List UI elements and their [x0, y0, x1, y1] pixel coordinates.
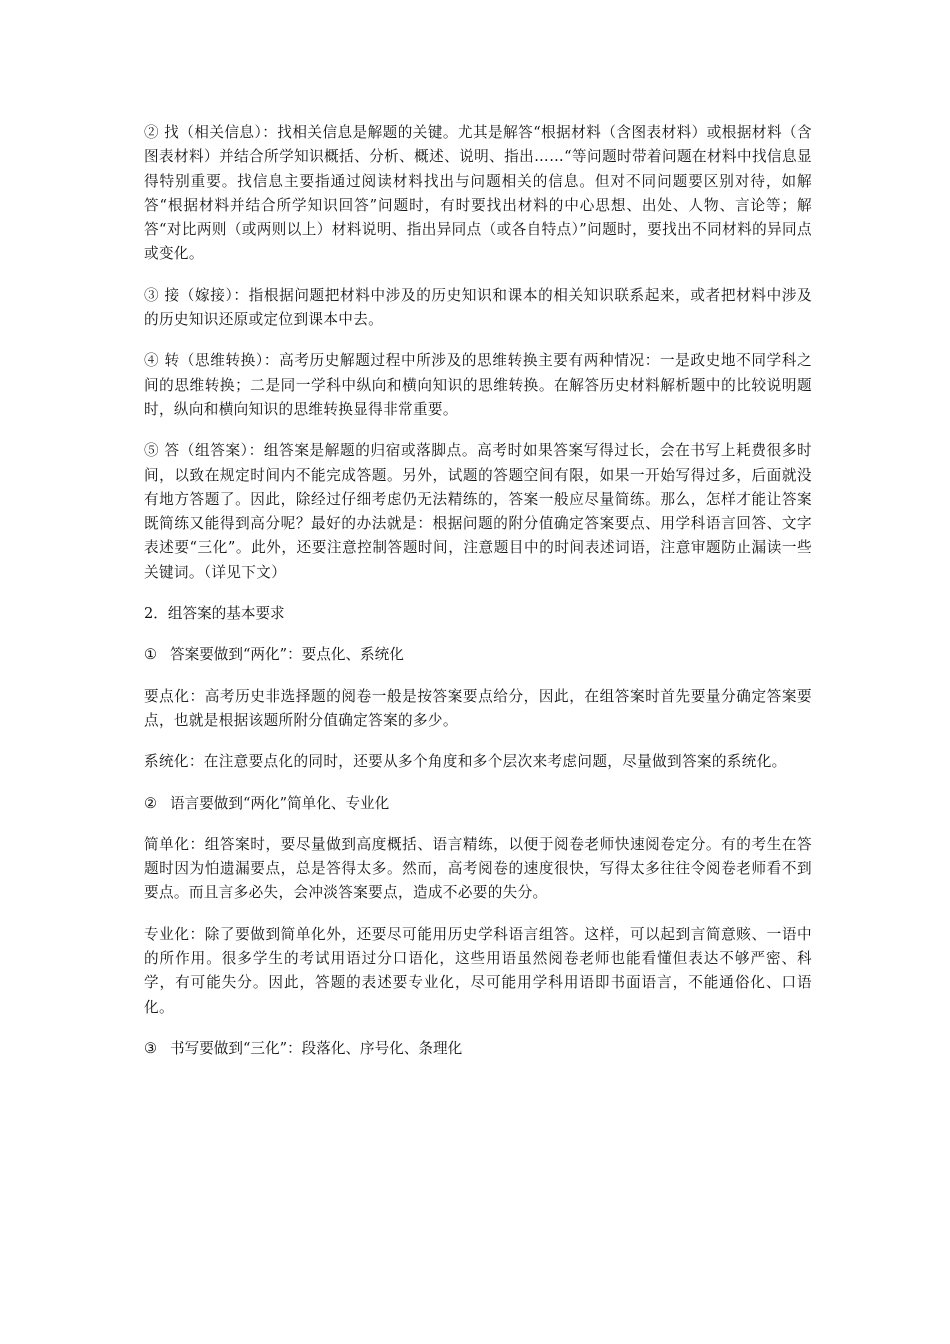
paragraph-systematic: 系统化：在注意要点化的同时，还要从多个角度和多个层次来考虑问题，尽量做到答案的系统化。	[144, 753, 787, 771]
item-number: ②	[144, 794, 158, 812]
paragraph-find-information: ② 找（相关信息）：找相关信息是解题的关键。尤其是解答“根据材料（含图表材料）或根据材料（含图表材料）并结合所学知识概括、分析、概述、说明、指出……“等问题时带着问题在材料中找信息显得特别重要。找信息主要指通过阅读材料找出与问题相关的信息。但对不同问题要区别对待，如解答“根据材料并结合所学知识回答”问题时，有时要找出材料的中心思想、出处、人物、言论等；解答“对比两则（或两则以上）材料说明、指出异同点（或各自特点）”问题时，要找出不同材料的异同点或变化。	[144, 124, 812, 263]
subheading-text: 书写要做到“三化”：段落化、序号化、条理化	[170, 1039, 463, 1057]
section-heading: 2．组答案的基本要求	[144, 605, 285, 623]
item-number: ①	[144, 646, 158, 664]
subheading-writing-three-izations	[144, 1037, 812, 1061]
subheading-language-two-izations	[144, 792, 812, 816]
paragraph-connect: ③ 接（嫁接）：指根据问题把材料中涉及的历史知识和课本的相关知识联系起来，或者把材料中涉及的历史知识还原或定位到课本中去。	[144, 286, 812, 329]
paragraph-professional: 专业化：除了要做到简单化外，还要尽可能用历史学科语言组答。这样，可以起到言简意赅、一语中的所作用。很多学生的考试用语过分口语化，这些用语虽然阅卷老师也能看懂但表达不够严密、科学，有可能失分。因此，答题的表述要专业化，尽可能用学科用语即书面语言，不能通俗化、口语化。	[144, 925, 812, 1016]
paragraph-compose-answer: ⑤ 答（组答案）：组答案是解题的归宿或落脚点。高考时如果答案写得过长，会在书写上耗费很多时间，以致在规定时间内不能完成答题。另外，试题的答题空间有限，如果一开始写得过多，后面就没有地方答题了。因此，除经过仔细考虑仍无法精练的，答案一般应尽量简练。那么，怎样才能让答案既简练又能得到高分呢？最好的办法就是：根据问题的附分值确定答案要点、用学科语言回答、文字表述要“三化”。此外，还要注意控制答题时间，注意题目中的时间表述词语，注意审题防止漏读一些关键词。（详见下文）	[144, 442, 812, 581]
paragraph-thinking-conversion: ④ 转（思维转换）：高考历史解题过程中所涉及的思维转换主要有两种情况：一是政史地不同学科之间的思维转换；二是同一学科中纵向和横向知识的思维转换。在解答历史材料解析题中的比较说明题时，纵向和横向知识的思维转换显得非常重要。	[144, 352, 812, 418]
document-page	[144, 121, 812, 1078]
paragraph-simplify: 简单化：组答案时，要尽量做到高度概括、语言精练，以便于阅卷老师快速阅卷定分。有的考生在答题时因为怕遗漏要点，总是答得太多。然而，高考阅卷的速度很快，写得太多往往令阅卷老师看不到要点。而且言多必失，会冲淡答案要点，造成不必要的失分。	[144, 835, 812, 902]
item-number: ③	[144, 1039, 158, 1057]
paragraph-key-points: 要点化：高考历史非选择题的阅卷一般是按答案要点给分，因此，在组答案时首先要量分确定答案要点，也就是根据该题所附分值确定答案的多少。	[144, 687, 812, 729]
subheading-answer-two-izations	[144, 643, 812, 667]
subheading-text: 答案要做到“两化”：要点化、系统化	[170, 646, 404, 664]
subheading-text: 语言要做到“两化”简单化、专业化	[170, 794, 390, 812]
